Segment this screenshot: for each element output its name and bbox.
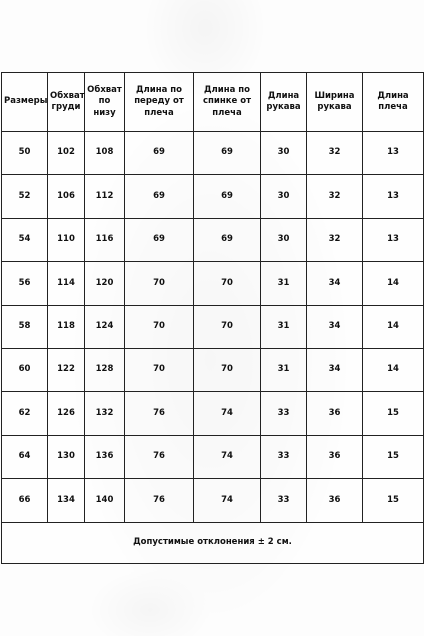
table-cell: 13	[363, 132, 424, 175]
table-cell: 116	[85, 218, 125, 261]
table-cell: 108	[85, 132, 125, 175]
table-cell: 30	[261, 218, 307, 261]
table-cell: 32	[307, 132, 363, 175]
header-shoulder-length: Длина плеча	[363, 73, 424, 132]
table-row	[2, 348, 424, 391]
table-cell: 70	[125, 348, 194, 391]
table-cell: 70	[194, 348, 261, 391]
table-cell: 74	[194, 479, 261, 522]
table-cell: 62	[2, 392, 48, 435]
header-row	[2, 73, 424, 132]
table-row	[2, 392, 424, 435]
table-cell: 70	[125, 262, 194, 305]
table-cell: 140	[85, 479, 125, 522]
table-cell: 34	[307, 262, 363, 305]
table-cell: 74	[194, 435, 261, 478]
table-cell: 33	[261, 435, 307, 478]
table-cell: 14	[363, 262, 424, 305]
table-cell: 102	[48, 132, 85, 175]
table-cell: 56	[2, 262, 48, 305]
table-cell: 64	[2, 435, 48, 478]
table-row	[2, 175, 424, 218]
table-row	[2, 262, 424, 305]
table-cell: 13	[363, 218, 424, 261]
table-cell: 32	[307, 218, 363, 261]
header-sleeve-length: Длина рукава	[261, 73, 307, 132]
table-cell: 66	[2, 479, 48, 522]
size-chart-table	[1, 72, 424, 564]
table-row	[2, 132, 424, 175]
table-cell: 128	[85, 348, 125, 391]
table-cell: 118	[48, 305, 85, 348]
table-cell: 30	[261, 175, 307, 218]
header-bust: Обхват груди	[48, 73, 85, 132]
table-cell: 50	[2, 132, 48, 175]
table-cell: 120	[85, 262, 125, 305]
table-cell: 136	[85, 435, 125, 478]
table-cell: 15	[363, 479, 424, 522]
table-cell: 14	[363, 348, 424, 391]
table-cell: 74	[194, 392, 261, 435]
table-cell: 31	[261, 305, 307, 348]
table-cell: 70	[125, 305, 194, 348]
header-sleeve-width: Ширина рукава	[307, 73, 363, 132]
table-row	[2, 435, 424, 478]
table-cell: 134	[48, 479, 85, 522]
table-cell: 15	[363, 392, 424, 435]
table-cell: 30	[261, 132, 307, 175]
table-cell: 52	[2, 175, 48, 218]
table-cell: 124	[85, 305, 125, 348]
table-cell: 32	[307, 175, 363, 218]
table-cell: 58	[2, 305, 48, 348]
table-cell: 33	[261, 479, 307, 522]
table-cell: 36	[307, 392, 363, 435]
table-cell: 14	[363, 305, 424, 348]
table-cell: 114	[48, 262, 85, 305]
table-cell: 69	[125, 218, 194, 261]
table-cell: 76	[125, 435, 194, 478]
table-cell: 126	[48, 392, 85, 435]
table-row	[2, 218, 424, 261]
table-row	[2, 479, 424, 522]
header-front-length: Длина по переду от плеча	[125, 73, 194, 132]
table-cell: 15	[363, 435, 424, 478]
table-cell: 36	[307, 435, 363, 478]
header-back-length: Длина по спинке от плеча	[194, 73, 261, 132]
table-cell: 60	[2, 348, 48, 391]
header-hem: Обхват по низу	[85, 73, 125, 132]
table-cell: 54	[2, 218, 48, 261]
tolerance-note: Допустимые отклонения ± 2 см.	[2, 522, 424, 563]
table-cell: 69	[194, 132, 261, 175]
table-cell: 130	[48, 435, 85, 478]
table-cell: 122	[48, 348, 85, 391]
table-row	[2, 305, 424, 348]
table-cell: 70	[194, 262, 261, 305]
table-cell: 132	[85, 392, 125, 435]
table-cell: 76	[125, 479, 194, 522]
table-cell: 69	[125, 175, 194, 218]
table-cell: 34	[307, 348, 363, 391]
table-cell: 36	[307, 479, 363, 522]
table-cell: 31	[261, 348, 307, 391]
table-cell: 69	[125, 132, 194, 175]
table-cell: 76	[125, 392, 194, 435]
table-cell: 33	[261, 392, 307, 435]
table-cell: 112	[85, 175, 125, 218]
table-cell: 110	[48, 218, 85, 261]
table-cell: 106	[48, 175, 85, 218]
table-cell: 34	[307, 305, 363, 348]
note-row	[2, 522, 424, 563]
header-sizes: Размеры	[2, 73, 48, 132]
table-cell: 70	[194, 305, 261, 348]
table-cell: 13	[363, 175, 424, 218]
table-cell: 69	[194, 218, 261, 261]
table-cell: 69	[194, 175, 261, 218]
table-cell: 31	[261, 262, 307, 305]
